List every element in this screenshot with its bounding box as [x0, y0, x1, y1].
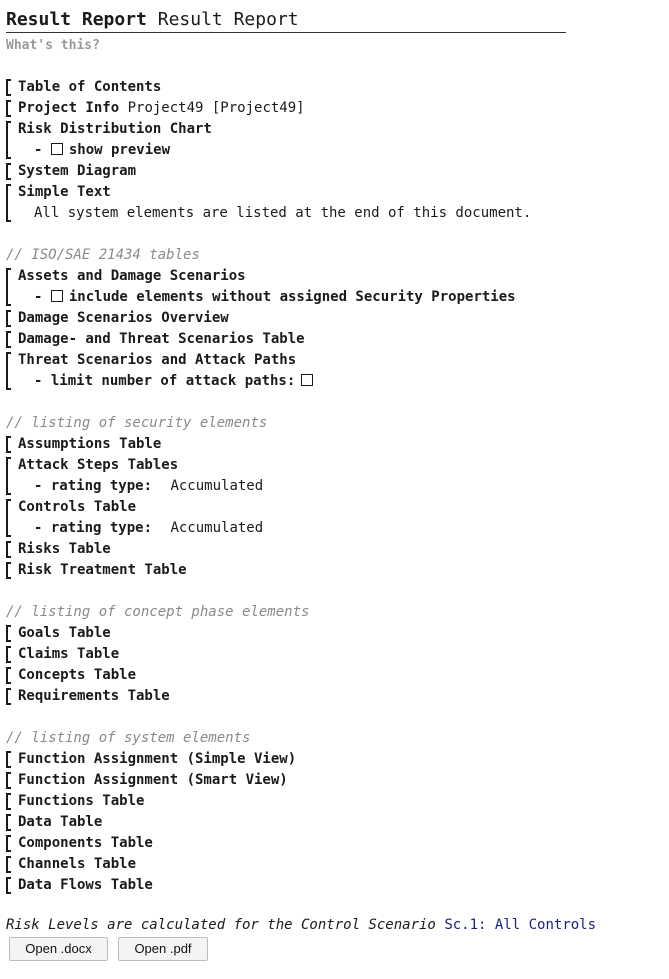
goals-item[interactable] [6, 623, 309, 644]
func-smart-item[interactable] [6, 770, 296, 791]
threat-paths-label: Threat Scenarios and Attack Paths [18, 352, 297, 368]
system-comment: // listing of system elements [6, 730, 251, 746]
concept-section [6, 602, 309, 707]
report-title: Result Report [157, 9, 299, 30]
risk-treatment-label: Risk Treatment Table [18, 562, 187, 578]
damage-overview-item[interactable] [6, 308, 516, 329]
simple-text-label: Simple Text [18, 184, 111, 200]
include-elements-checkbox[interactable] [51, 290, 63, 302]
functions-label: Functions Table [18, 793, 145, 809]
concepts-label: Concepts Table [18, 667, 137, 683]
assumptions-label: Assumptions Table [18, 436, 162, 452]
attack-steps-label: Attack Steps Tables [18, 457, 179, 473]
whats-this-link[interactable]: What's this? [6, 38, 100, 53]
attack-rating-type-label: rating type: [50, 478, 153, 494]
goals-label: Goals Table [18, 625, 111, 641]
channels-label: Channels Table [18, 856, 137, 872]
control-scenario-text: Risk Levels are calculated for the Control Scenario [6, 917, 436, 933]
threat-paths-item[interactable]: Threat Scenarios and Attack Paths - limit number of attack paths: [6, 350, 516, 392]
damage-threat-label: Damage- and Threat Scenarios Table [18, 331, 305, 347]
security-section [6, 413, 267, 581]
general-section [6, 77, 531, 224]
func-simple-item[interactable] [6, 749, 296, 770]
limit-paths-label: limit number of attack paths: [50, 373, 296, 389]
data-item[interactable] [6, 812, 296, 833]
assets-label: Assets and Damage Scenarios [18, 268, 246, 284]
risk-chart-label: Risk Distribution Chart [18, 121, 212, 137]
assumptions-item[interactable] [6, 434, 267, 455]
requirements-label: Requirements Table [18, 688, 170, 704]
data-label: Data Table [18, 814, 103, 830]
project-info-item[interactable] [6, 98, 531, 119]
security-comment: // listing of security elements [6, 415, 268, 431]
claims-item[interactable] [6, 644, 309, 665]
concept-comment: // listing of concept phase elements [6, 604, 310, 620]
controls-rating-type-select[interactable]: Accumulated [170, 520, 264, 536]
iso-comment: // ISO/SAE 21434 tables [6, 247, 200, 263]
simple-text-item[interactable] [6, 182, 531, 224]
concepts-item[interactable] [6, 665, 309, 686]
show-preview-label: show preview [68, 142, 171, 158]
functions-item[interactable] [6, 791, 296, 812]
risk-treatment-item[interactable] [6, 560, 267, 581]
show-preview-checkbox[interactable] [51, 143, 63, 155]
func-smart-label: Function Assignment (Smart View) [18, 772, 288, 788]
requirements-item[interactable] [6, 686, 309, 707]
report-title-bold: Result Report [6, 9, 147, 30]
toc-label: Table of Contents [18, 79, 162, 95]
risks-item[interactable] [6, 539, 267, 560]
data-flows-label: Data Flows Table [18, 877, 153, 893]
data-flows-item[interactable] [6, 875, 296, 896]
components-label: Components Table [18, 835, 153, 851]
damage-overview-label: Damage Scenarios Overview [18, 310, 229, 326]
toc-item[interactable] [6, 77, 531, 98]
risk-chart-item[interactable]: Risk Distribution Chart - show preview [6, 119, 531, 161]
system-section [6, 728, 296, 896]
risks-label: Risks Table [18, 541, 111, 557]
project-info-label: Project Info [18, 100, 120, 116]
assets-item[interactable]: Assets and Damage Scenarios - include elements without assigned Security Properties [6, 266, 516, 308]
func-simple-label: Function Assignment (Simple View) [18, 751, 297, 767]
controls-item[interactable]: Controls Table - rating type: Accumulated [6, 497, 267, 539]
simple-text-body: All system elements are listed at the end of this document. [34, 205, 532, 221]
open-pdf-button[interactable]: Open .pdf [118, 937, 208, 961]
attack-rating-type-select[interactable]: Accumulated [170, 478, 264, 494]
open-docx-button[interactable]: Open .docx [9, 937, 108, 961]
claims-label: Claims Table [18, 646, 120, 662]
controls-label: Controls Table [18, 499, 137, 515]
project-info-value: Project49 [Project49] [127, 100, 305, 116]
limit-paths-checkbox[interactable] [301, 374, 313, 386]
attack-steps-item[interactable]: Attack Steps Tables - rating type: Accumulated [6, 455, 267, 497]
components-item[interactable] [6, 833, 296, 854]
damage-threat-item[interactable] [6, 329, 516, 350]
channels-item[interactable] [6, 854, 296, 875]
system-diagram-item[interactable] [6, 161, 531, 182]
report-header [6, 8, 566, 33]
control-scenario-note [6, 915, 596, 936]
include-elements-label: include elements without assigned Security Properties [68, 289, 516, 305]
control-scenario-link[interactable]: Sc.1: All Controls [444, 917, 597, 933]
iso-section [6, 245, 516, 392]
controls-rating-type-label: rating type: [50, 520, 153, 536]
system-diagram-label: System Diagram [18, 163, 137, 179]
